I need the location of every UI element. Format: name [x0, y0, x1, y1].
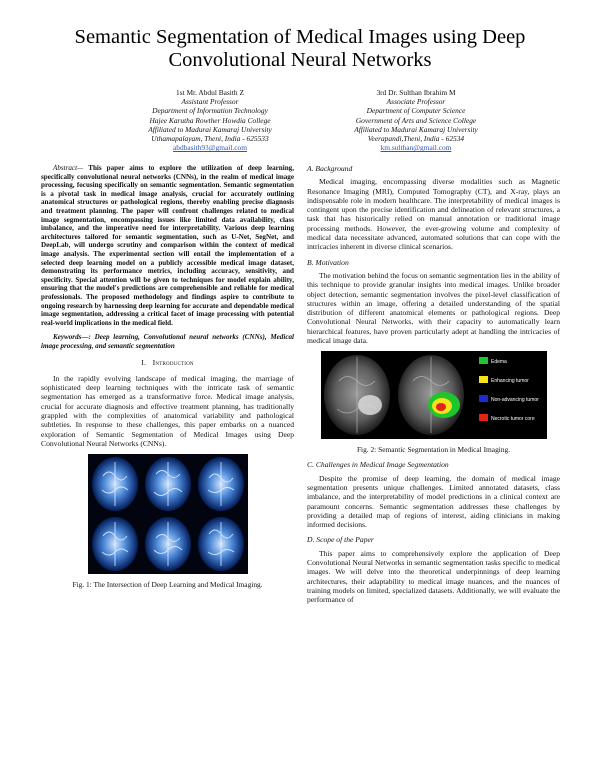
author-dept: Department of Computer Science: [366, 106, 466, 116]
author-college: Hajee Karutha Rowther Howdia College: [149, 115, 271, 125]
author-email-link[interactable]: km.sulthan@gmail.com: [380, 143, 452, 153]
author-dept: Department of Information Technology: [152, 106, 268, 116]
figure-2-segmentation: [321, 351, 547, 439]
author-affiliation: Affiliated to Madurai Kamaraj University: [354, 124, 478, 134]
legend-label: Non-advancing tumor: [490, 397, 539, 404]
segmentation-image: [321, 351, 547, 439]
legend-swatch-non-advancing: [479, 395, 488, 402]
author-college: Government of Arts and Science College: [355, 115, 477, 125]
subsection-d-heading: D. Scope of the Paper: [307, 535, 374, 545]
author-place: Uthamapalayam, Theni, India - 625533: [151, 134, 269, 144]
challenges-paragraph: Despite the promise of deep learning, the domain of medical image segmentation presents unique challenges. Limited annotated datasets, class imbalance, and the interpretability of model predictions in a clinical context are paramount concerns. Semantic segmentation addresses these challenges by providing a detailed map of regions of interest, aiding clinicians in making informed decisions.: [307, 473, 560, 530]
author-email-link[interactable]: abdbasith93@gmail.com: [173, 143, 247, 153]
scope-paragraph: This paper aims to comprehensively explore the application of Deep Convolutional Neural Networks in semantic segmentation tasks specific to medical images. We will delve into the theoretical underpinnings of deep learning architectures, their adaptability to medical image nuances, and the nuances of training models on limited, specialized datasets. Additionally, we will evaluate the performance of: [307, 548, 560, 605]
figure-1-caption: Fig. 1: The Intersection of Deep Learning and Medical Imaging.: [72, 580, 263, 590]
figure-2-caption: Fig. 2: Semantic Segmentation in Medical Imaging.: [356, 445, 511, 455]
author-affiliation: Affiliated to Madurai Kamaraj University: [148, 124, 272, 134]
paper-title: Semantic Segmentation of Medical Images using Deep Convolutional Neural Networks: [74, 26, 526, 71]
abstract: [41, 164, 294, 327]
legend-swatch-enhancing: [479, 376, 488, 383]
subsection-c-heading: C. Challenges in Medical Image Segmentation: [307, 460, 449, 470]
right-column: [307, 164, 560, 609]
mri-slices-image: [88, 454, 248, 574]
abstract-body: This paper aims to explore the utilization of deep learning, specifically convolutional neural networks (CNNs), in the realm of medical image processing, focusing specifically on semantic segmentation. Semantic segmentation is a pivotal task in medical image analysis, crucial for accurately outlining anatomical structures or pathological regions, thereby enabling precise diagnosis and treatment planning. The paper will confront challenges related to medical image segmentation, encompassing issues like limited data availability, class imbalance, and the imperative need for interpretability. Various deep learning architectures tailored for semantic segmentation, such as U-Net, SegNet, and DeepLab, will undergo scrutiny and comparison within the context of medical image analysis. The experimental section will entail the implementation of a selected deep learning model on a publicly accessible medical image dataset, demonstrating its performance metrics, including accuracy, sensitivity, and specificity. Special attention will be given to techniques for model explain ability, ensuring that the model's predictions are comprehensible and reliable for medical professionals. The proposed methodology and findings aspire to contribute to ongoing research by harnessing deep learning for accurate and dependable medical image segmentation, addressing a critical facet of image processing with potential real-world implications in the medical field.: [41, 164, 294, 327]
author-block-1: [105, 88, 315, 152]
author-name: 1st Mr. Abdul Basith Z: [176, 88, 244, 97]
author-place: Veerapandi,Theni, India - 62534: [367, 134, 465, 144]
legend-swatch-necrotic: [479, 414, 488, 421]
legend-label: Enhancing tumor: [490, 378, 529, 385]
motivation-paragraph: The motivation behind the focus on semantic segmentation lies in the ability of this technique to provide granular insights into medical images. Unlike broader object detection, semantic segmentation involves the pixel-level classification of structures within an image, offering a detailed understanding of the spatial distribution of different anatomical elements or pathological regions. Deep Convolutional Neural Networks, with their capacity to automatically learn hierarchical features, have proven particularly adept at handling the intricacies of medical image data.: [307, 270, 560, 346]
author-role: Associate Professor: [386, 97, 446, 107]
section-number: I.: [141, 358, 147, 368]
intro-paragraph: In the rapidly evolving landscape of medical imaging, the marriage of sophisticated deep learning techniques with the intricate task of semantic segmentation has emerged as a transformative force. Medical image analysis, crucial for accurate diagnosis and effective treatment planning, has traditionally grappled with the complexities of anatomical variability and pathological subtleties. In response to these challenges, this paper embarks on a nuanced exploration of Semantic Segmentation of Medical Images using Deep Convolutional Neural Networks (CNNs).: [41, 373, 294, 448]
abstract-lead: Abstract—: [53, 164, 84, 172]
background-paragraph: Medical imaging, encompassing diverse modalities such as Magnetic Resonance Imaging (MRI), Computed Tomography (CT), and X-ray, plays an indispensable role in modern healthcare. The interpretability of medical images is contingent upon the precise identification and delineation of relevant structures, a task that has historically relied on manual annotation or traditional image processing methods. However, the ever-growing volume and complexity of medical data necessitate advanced, automated solutions that can cope with the intricacies inherent in diverse clinical scenarios.: [307, 177, 560, 252]
author-name: 3rd Dr. Sulthan Ibrahim M: [376, 88, 456, 97]
section-title: Introduction: [152, 358, 194, 368]
legend-label: Edema: [490, 359, 507, 366]
author-role: Assistant Professor: [181, 97, 239, 107]
legend-swatch-edema: [479, 357, 488, 364]
subsection-b-heading: B. Motivation: [307, 257, 349, 267]
section-heading-introduction: [41, 358, 294, 367]
author-block-2: [311, 88, 521, 152]
left-column: [41, 164, 294, 595]
figure-1-brain-mri-grid: [88, 454, 248, 574]
legend-label: Necrotic tumor core: [490, 416, 535, 423]
keywords: Keywords—: Deep learning, Convolutional neural networks (CNNs), Medical image processing, and semantic segmentation: [41, 333, 294, 350]
subsection-a-heading: A. Background: [307, 164, 353, 173]
